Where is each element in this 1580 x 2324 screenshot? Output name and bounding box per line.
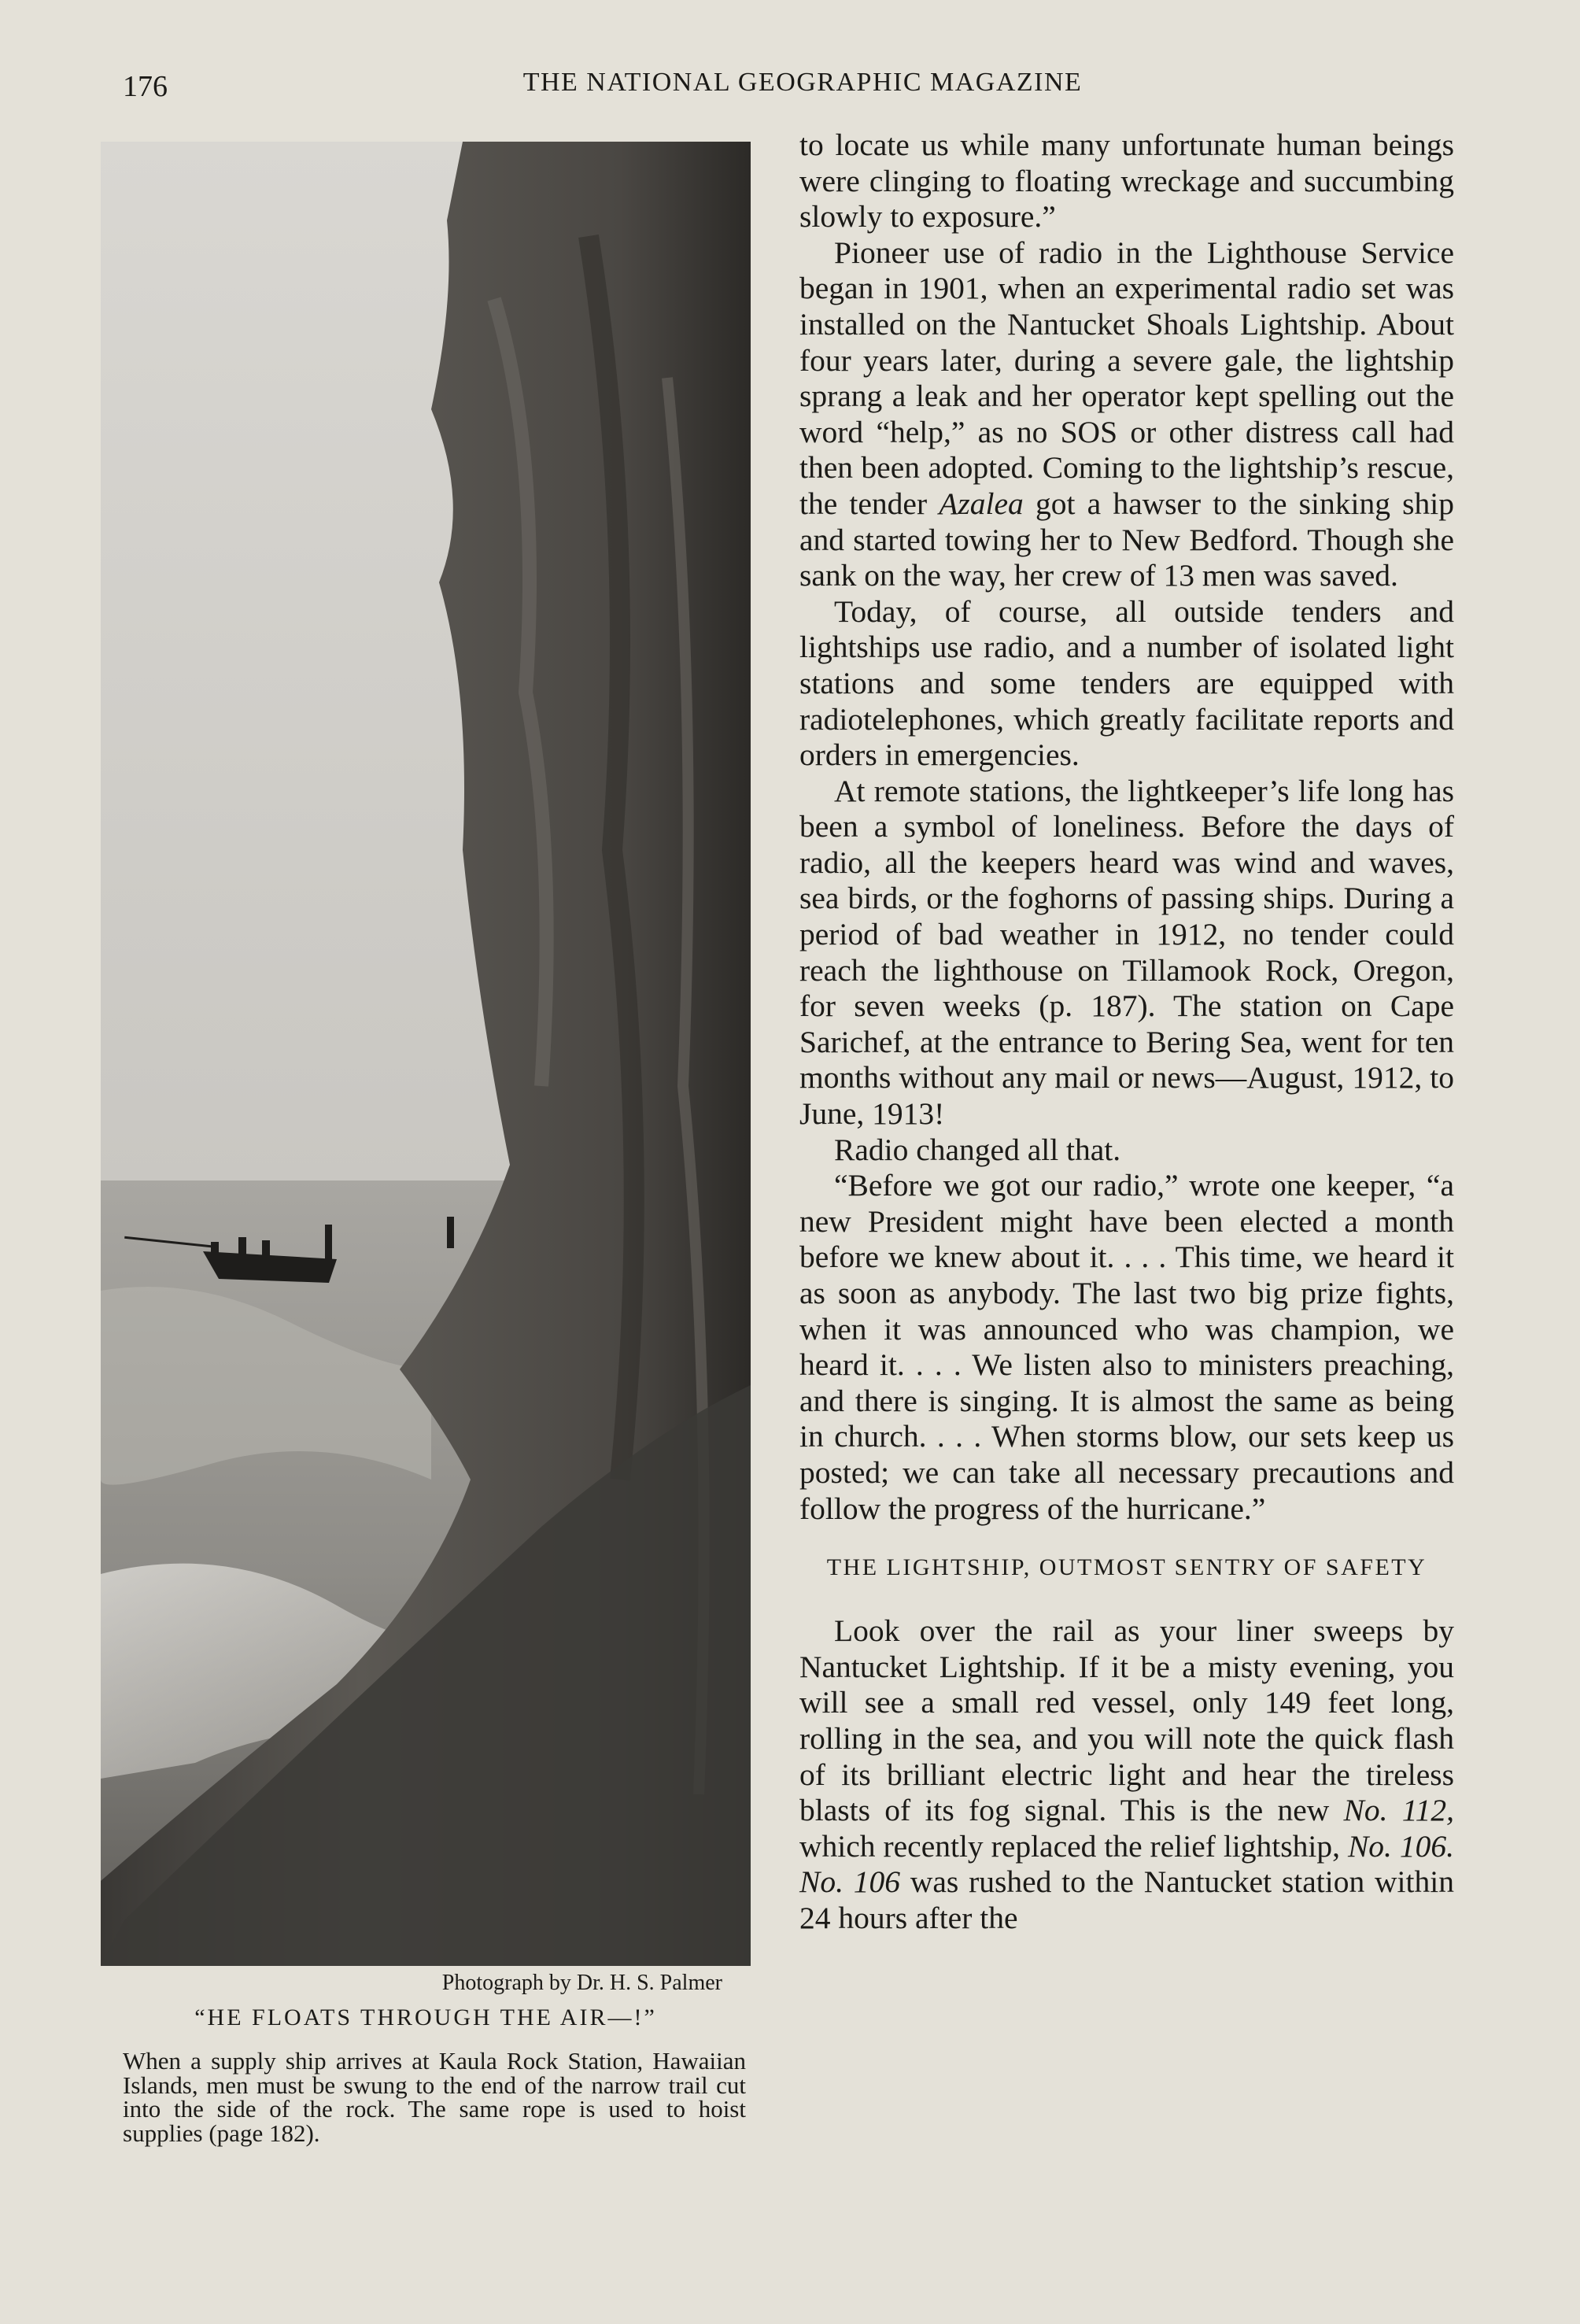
caption-text: When a supply ship arrives at Kaula Rock Station, Hawaiian Islands, men must be swung to the end of the narrow trail cut into the side of the rock. The same rope is used to hoist supplies (page 182). [123,2047,746,2147]
caption-title: “HE FLOATS THROUGH THE AIR—!” [194,2004,657,2030]
paragraph: “Before we got our radio,” wrote one keeper, “a new President might have been elected a month before we knew about it. . . . This time, we heard it as soon as anybody. The last two big prize fights, when it was announced who was champion, we heard it. . . . We listen also to ministers preaching, and there is singing. It is almost the same as being in church. . . . When storms blow, our sets keep us posted; we can take all necessary precautions and follow the progress of the hurricane.” [799,1168,1454,1526]
paragraph-text: Pioneer use of radio in the Lighthouse Service began in 1901, when an experimental radio set was installed on the Nantucket Shoals Lightship. About four years later, during a severe gale, the lightship sprang a leak and her operator kept spelling out the word “help,” as no SOS or other distress call had then been adopted. Coming to the lightship’s rescue, the tender [799,235,1454,521]
photo-credit: Photograph by Dr. H. S. Palmer [441,1971,722,1995]
ship-name: Azalea [939,486,1024,521]
paragraph [799,235,1454,594]
ship-name: No. 112, [1343,1793,1454,1828]
paragraph-text: Look over the rail as your liner sweeps by Nantucket Lightship. If it be a misty evening, you will see a small red vessel, only 149 feet long, rolling in the sea, and you will note the quick flash of its brilliant electric light and hear the tireless blasts of its fog signal. This is the new [799,1613,1454,1828]
paragraph-text: which recently replaced the relief lightship, [799,1828,1348,1864]
running-head: THE NATIONAL GEOGRAPHIC MAGAZINE [522,68,1083,97]
article-column [799,127,1454,1937]
paragraph-text: got a hawser to the sinking ship and started towing her to New Bedford. Though she sank on the way, her crew of 13 men was saved. [799,486,1454,593]
page-number: 176 [123,70,168,103]
paragraph: to locate us while many unfortunate human beings were clinging to floating wreckage and succumbing slowly to exposure.” [799,127,1454,235]
paragraph: Today, of course, all outside tenders and lightships use radio, and a number of isolated light stations and some tenders are equipped with radiotelephones, which greatly facilitate reports and orders in emergencies. [799,593,1454,773]
cliff-photo-image [101,142,751,1966]
paragraph: Radio changed all that. [834,1132,1121,1167]
ship-name: No. 106. No. 106 [799,1828,1454,1900]
paragraph-text: was rushed to the Nantucket station within 24 hours after the [799,1864,1454,1935]
cliff-photograph [101,142,751,1966]
paragraph [799,1613,1454,1936]
paragraph: At remote stations, the lightkeeper’s life long has been a symbol of loneliness. Before the days of radio, all the keepers heard was wind and waves, sea birds, or the foghorns of passing ships. During a period of bad weather in 1912, no tender could reach the lighthouse on Tillamook Rock, Oregon, for seven weeks (p. 187). The station on Cape Sarichef, at the entrance to Bering Sea, went for ten months without any mail or news—August, 1912, to June, 1913! [799,773,1454,1132]
section-subhead: THE LIGHTSHIP, OUTMOST SENTRY OF SAFETY [826,1554,1427,1581]
